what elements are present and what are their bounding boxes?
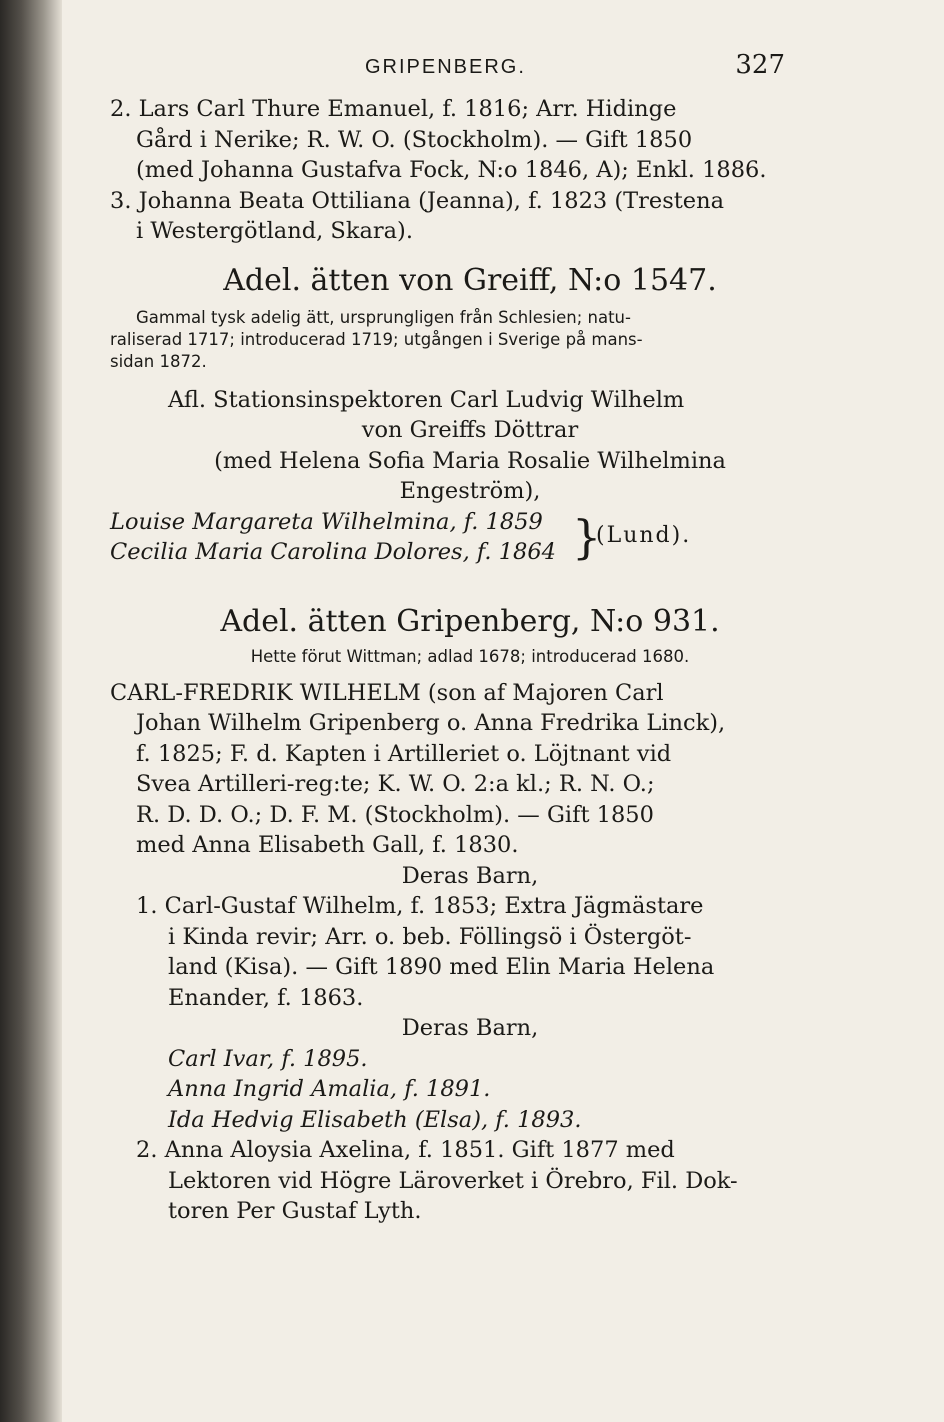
entry-line: CARL-FREDRIK WILHELM (son af Majoren Carl [110, 679, 664, 706]
children-heading: Deras Barn, [401, 862, 539, 889]
section-description: Gammal tysk adelig ätt, ursprungligen från Schlesien; natu- [136, 307, 631, 327]
book-page [110, 50, 830, 1227]
daughters-list [110, 507, 830, 568]
afl-line: Engeström), [399, 478, 541, 504]
afl-line: Afl. Stationsinspektoren Carl Ludvig Wilhelm [168, 386, 685, 413]
entry-line: Enander, f. 1863. [168, 984, 364, 1011]
running-header [110, 50, 830, 94]
entry-line: Gård i Nerike; R. W. O. (Stockholm). — Gift 1850 [136, 126, 693, 153]
main-entry [110, 678, 830, 861]
daughters-place: (Lund). [596, 522, 692, 548]
grandchild-entry: Carl Ivar, f. 1895. [168, 1045, 368, 1072]
entry-line: R. D. D. O.; D. F. M. (Stockholm). — Gift 1850 [136, 801, 654, 828]
grandchildren-list [110, 1044, 830, 1136]
entry-line: Johan Wilhelm Gripenberg o. Anna Fredrika Linck), [136, 710, 726, 736]
entry-line: 3. Johanna Beata Ottiliana (Jeanna), f. 1823 (Trestena [110, 187, 725, 214]
entry-2 [110, 94, 830, 186]
entry-3 [110, 186, 830, 247]
entry-line: i Westergötland, Skara). [136, 218, 413, 244]
section-heading-gripenberg: Adel. ätten Gripenberg, N:o 931. [220, 603, 720, 639]
afl-line: von Greiffs Döttrar [361, 417, 579, 443]
child-1 [110, 891, 830, 1013]
entry-line: Svea Artilleri-reg:te; K. W. O. 2:a kl.; R. N. O.; [136, 771, 655, 797]
book-binding-edge [0, 0, 62, 1422]
section-description: raliserad 1717; introducerad 1719; utgången i Sverige på mans- [110, 329, 643, 349]
entry-line: 2. Anna Aloysia Axelina, f. 1851. Gift 1877 med [136, 1137, 675, 1163]
daughter-entry: Cecilia Maria Carolina Dolores, f. 1864 [110, 539, 556, 565]
entry-line: f. 1825; F. d. Kapten i Artilleriet o. Löjtnant vid [136, 740, 672, 767]
section-description: Hette förut Wittman; adlad 1678; introducerad 1680. [250, 646, 690, 666]
entry-line: i Kinda revir; Arr. o. beb. Föllingsö i Östergöt- [168, 923, 692, 950]
daughter-entry: Louise Margareta Wilhelmina, f. 1859 [110, 508, 543, 535]
section-description: sidan 1872. [110, 351, 207, 371]
child-2 [110, 1135, 830, 1227]
section-heading-greiff: Adel. ätten von Greiff, N:o 1547. [223, 262, 717, 298]
curly-brace-glyph: } [572, 509, 602, 564]
entry-line: 2. Lars Carl Thure Emanuel, f. 1816; Arr. Hidinge [110, 96, 677, 122]
entry-line: med Anna Elisabeth Gall, f. 1830. [136, 832, 519, 858]
grandchildren-heading: Deras Barn, [401, 1015, 539, 1041]
header-title: GRIPENBERG. [365, 56, 526, 78]
grandchild-entry: Anna Ingrid Amalia, f. 1891. [168, 1076, 491, 1102]
page-number: 327 [735, 50, 785, 80]
entry-line: land (Kisa). — Gift 1890 med Elin Maria Helena [168, 954, 715, 980]
entry-line: 1. Carl-Gustaf Wilhelm, f. 1853; Extra Jägmästare [136, 893, 704, 919]
entry-line: Lektoren vid Högre Läroverket i Örebro, Fil. Dok- [168, 1167, 738, 1194]
grandchild-entry: Ida Hedvig Elisabeth (Elsa), f. 1893. [168, 1106, 582, 1133]
afl-line: (med Helena Sofia Maria Rosalie Wilhelmina [214, 447, 726, 474]
entry-line: toren Per Gustaf Lyth. [168, 1198, 422, 1224]
entry-line: (med Johanna Gustafva Fock, N:o 1846, A); Enkl. 1886. [136, 157, 767, 183]
